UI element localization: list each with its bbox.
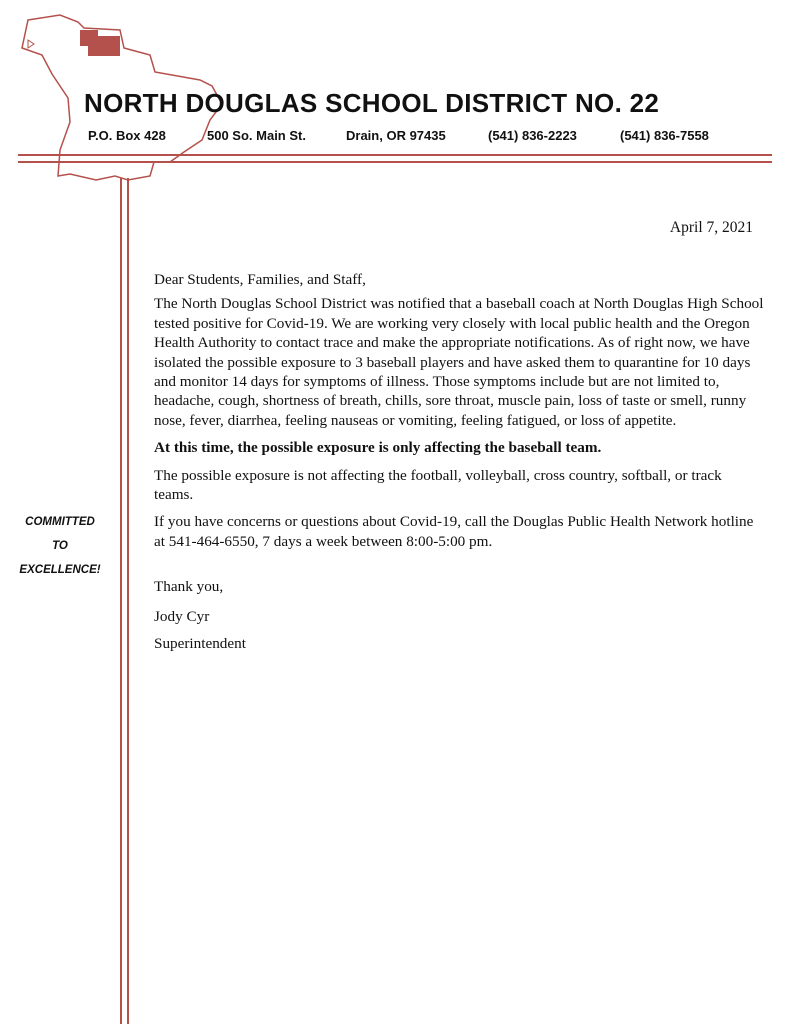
closing: Thank you, — [154, 578, 224, 596]
signer-name: Jody Cyr — [154, 607, 210, 625]
salutation: Dear Students, Families, and Staff, — [154, 271, 366, 288]
body-paragraph: The possible exposure is not affecting the football, volleyball, cross country, softball, or track teams. — [154, 466, 722, 504]
motto-line: COMMITTED — [25, 516, 95, 528]
phone-number: (541) 836-2223 — [488, 128, 577, 143]
body-paragraph: At this time, the possible exposure is only affecting the baseball team. — [154, 439, 602, 457]
body-paragraph: The North Douglas School District was notified that a baseball coach at North Douglas High School tested positive for Covid-19. We are working very closely with local public health and the Oregon Health Authority to contact trace and make the appropriate notifications. As of right now, we have isolated the possible exposure to 3 baseball players and have asked them to quarantine for 10 days and monitor 14 days for symptoms of illness. Those symptoms include but are not limited to, headache, cough, shortness of breath, chills, sore throat, muscle pain, loss of taste or smell, runny nose, fever, diarrhea, feeling nauseas or vomiting, feeling fatigued, or loss of appetite. — [154, 295, 764, 429]
body-paragraph: If you have concerns or questions about Covid-19, call the Douglas Public Health Network hotline at 541-464-6550, 7 days a week between 8:00-5:00 pm. — [154, 513, 754, 550]
motto-line: EXCELLENCE! — [19, 564, 101, 576]
street-address: 500 So. Main St. — [207, 128, 306, 143]
letter-date: April 7, 2021 — [669, 219, 753, 236]
motto-line: TO — [52, 540, 68, 552]
city-state-zip: Drain, OR 97435 — [346, 128, 446, 143]
signer-title: Superintendent — [154, 635, 246, 653]
letter-body — [154, 270, 764, 662]
phone-number: (541) 836-7558 — [620, 128, 709, 143]
district-name: NORTH DOUGLAS SCHOOL DISTRICT NO. 22 — [84, 88, 660, 118]
po-box: P.O. Box 428 — [88, 128, 166, 143]
